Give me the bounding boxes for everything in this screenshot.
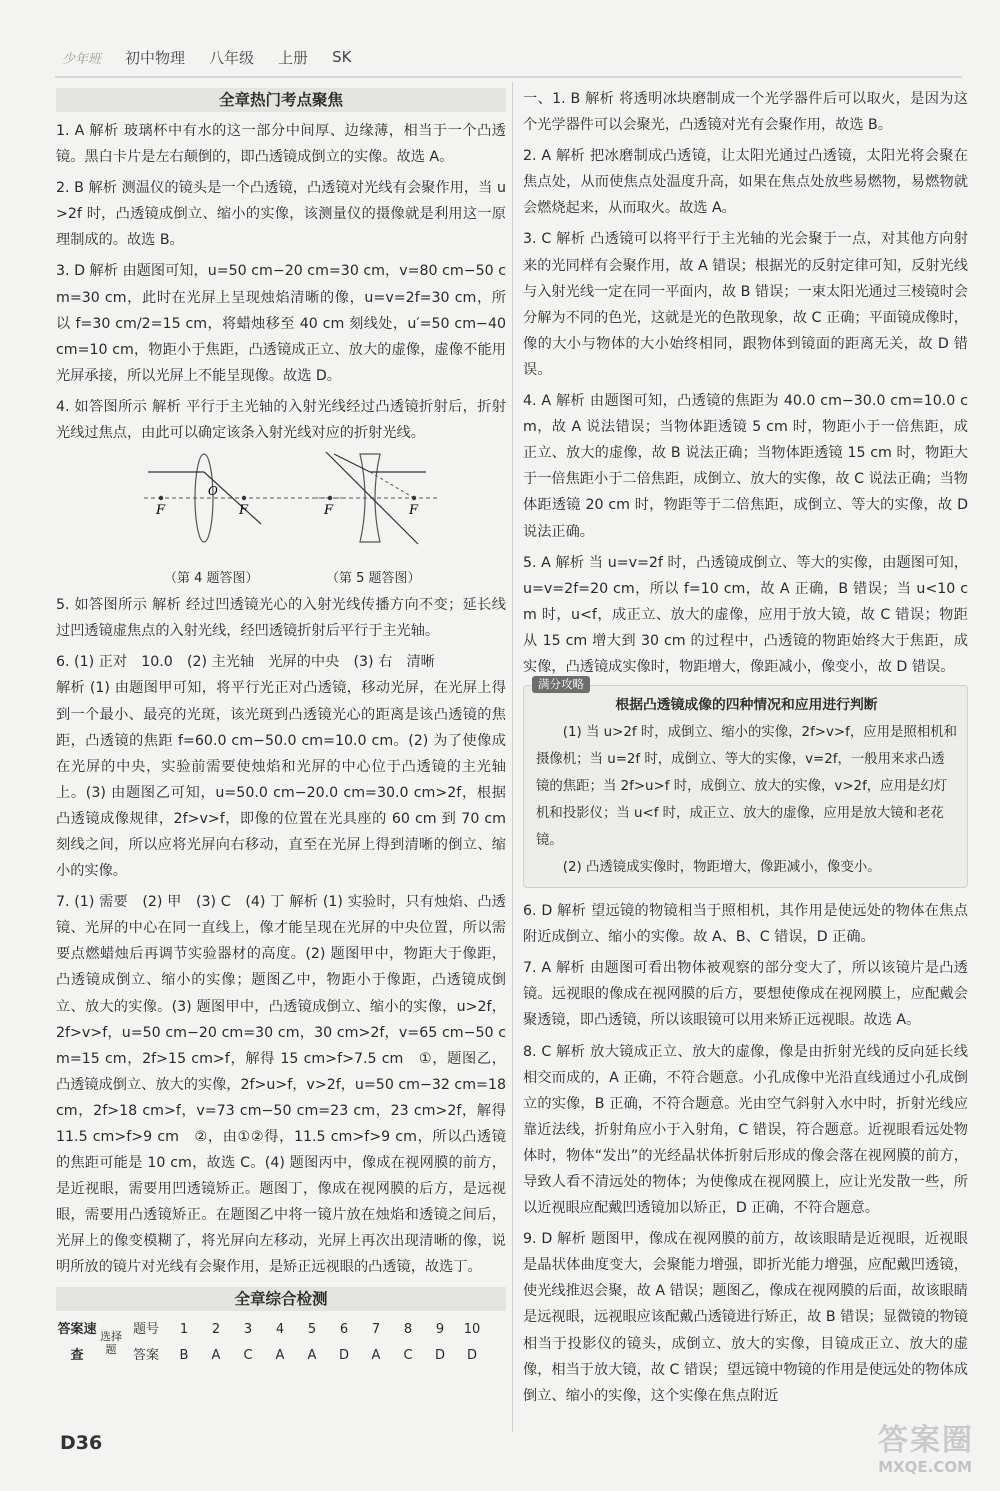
answer-table-head-numbers: 题号 xyxy=(132,1321,159,1337)
figure-caption-4: （第 4 题答图） xyxy=(164,571,259,587)
answer-r1: 一、1. B 解析 将透明冰块磨制成一个光学器件后可以取火，是因为这个光学器件可以会聚光，凸透镜对光有会聚作用，故选 B。 xyxy=(523,91,968,134)
brand-logo: 少年班 xyxy=(62,51,102,67)
answer-2: 2. B 解析 测温仪的镜头是一个凸透镜，凸透镜对光线有会聚作用，当 u>2f 时，凸透镜成倒立、缩小的实像，该测量仪的摄像就是利用这一原理制成的。故选 B。 xyxy=(56,180,506,249)
table-cell: A xyxy=(307,1347,317,1363)
volume-label: 上册 xyxy=(278,48,309,67)
table-cell: 4 xyxy=(275,1321,285,1337)
answer-5: 5. 如答图所示 解析 经过凹透镜光心的入射光线传播方向不变；延长线过凹透镜虚焦点的入射光线，经凹透镜折射后平行于主光轴。 xyxy=(56,597,506,640)
focus-point-right-5 xyxy=(412,496,416,500)
table-cell: 1 xyxy=(179,1321,189,1337)
edition-label: SK xyxy=(332,48,352,66)
answer-r7: 7. A 解析 由题图可看出物体被观察的部分变大了，所以该镜片是凸透镜。远视眼的像成在视网膜的后方，要想使像成在视网膜上，应配戴会聚透镜，即凸透镜，所以该眼镜可以用来矫正远视眼。故选 A。 xyxy=(523,960,968,1029)
page-number: D36 xyxy=(60,1432,103,1454)
answer-table-label: 答案速查 xyxy=(57,1321,97,1363)
focus-point-left-4 xyxy=(159,496,163,500)
table-cell: B xyxy=(179,1347,189,1363)
column-divider xyxy=(512,82,513,1432)
table-cell: A xyxy=(275,1347,285,1363)
incident-ray-5 xyxy=(334,454,370,472)
lens-diagrams-svg xyxy=(56,452,506,588)
tip-title: 根据凸透镜成像的四种情况和应用进行判断 xyxy=(615,697,878,714)
answer-r3: 3. C 解析 凸透镜可以将平行于主光轴的光会聚于一点，对其他方向射来的光同样有会聚作用，故 A 错误；根据光的反射定律可知，反射光线与入射光线一定在同一平面内，故 B 错误；一束太阳光通过三棱镜时会分解为不同的色光，这就是光的色散现象，故 C 正确；平面镜成像时，像的大小与物体的大小始终相同，跟物体到镜面的距离无关，故 D 错误。 xyxy=(523,231,968,378)
table-cell: 9 xyxy=(435,1321,445,1337)
header-divider xyxy=(55,76,962,78)
table-cell: 3 xyxy=(243,1321,253,1337)
tip-tag: 满分攻略 xyxy=(532,676,590,693)
center-ray-5 xyxy=(326,452,418,544)
watermark-url: MXQE.COM xyxy=(878,1458,972,1476)
table-cell: C xyxy=(243,1347,253,1363)
answer-3: 3. D 解析 由题图可知，u=50 cm−20 cm=30 cm，v=80 cm−50 cm=30 cm，此时在光屏上呈现烛焰清晰的像，u=v=2f=30 cm，所以 f=30 cm/2=15 cm，将蜡烛移至 40 cm 刻线处，u′=50 cm−40 cm=10 cm，物距小于焦距，凸透镜成正立、放大的虚像，虚像不能用光屏承接，所以光屏上不能呈现像。故选 D。 xyxy=(56,263,506,384)
answer-4: 4. 如答图所示 解析 平行于主光轴的入射光线经过凸透镜折射后，折射光线过焦点，由此可以确定该条入射光线对应的折射光线。 xyxy=(56,398,506,442)
answer-table-row-numbers xyxy=(56,1317,488,1343)
extension-line-5 xyxy=(370,472,414,498)
focus-label-left-5: F xyxy=(324,503,334,519)
answer-r5: 5. A 解析 当 u=v=2f 时，凸透镜成倒立、等大的实像，由题图可知，u=v=2f=20 cm，所以 f=10 cm，故 A 正确，B 错误；当 u<10 cm 时，u<f，成正立、放大的虚像，应用于放大镜，故 C 错误；物距从 15 cm 增大到 30 cm 的过程中，凸透镜的物距始终大于焦距，成实像，凸透镜成实像时，物距增大，像距减小，像变小，故 D 错误。 xyxy=(523,554,968,675)
focus-point-left-5 xyxy=(328,496,332,500)
page-header xyxy=(62,44,351,70)
section-title-hot-topics: 全章热门考点聚焦 xyxy=(56,88,506,112)
optical-center-label-4: O xyxy=(208,484,218,499)
answer-6-head: 6. (1) 正对 10.0 (2) 主光轴 光屏的中央 (3) 右 清晰 xyxy=(56,654,435,671)
tip-paragraph-1: (1) 当 u>2f 时，成倒立、缩小的实像，2f>v>f，应用是照相机和摄像机；当 u=2f 时，成倒立、等大的实像，v=2f，一般用来求凸透镜的焦距；当 2f>u>f 时，成倒立、放大的实像，v>2f，应用是幻灯机和投影仪；当 u<f 时，成正立、放大的虚像，应用是放大镜和老花镜。 xyxy=(536,725,957,849)
tip-box xyxy=(523,677,968,888)
answer-7: 7. (1) 需要 (2) 甲 (3) C (4) 丁 解析 (1) 实验时，只有烛焰、凸透镜、光屏的中心在同一直线上，像才能呈现在光屏的中央位置，所以需要点燃蜡烛后再调节实验器材的高度。(2) 题图甲中，物距大于像距，凸透镜成倒立、缩小的实像；题图乙中，物距小于像距，凸透镜成倒立、放大的实像。(3) 题图甲中，凸透镜成倒立、缩小的实像，u>2f，2f>v>f，u=50 cm−20 cm=30 cm，30 cm>2f，v=65 cm−50 cm=15 cm，2f>15 cm>f，解得 15 cm>f>7.5 cm ①，题图乙，凸透镜成倒立、放大的实像，2f>u>f，v>2f，u=50 cm−32 cm=18 cm，2f>18 cm>f，v=73 cm−50 cm=23 cm，23 cm>2f，解得 11.5 cm>f>9 cm ②，由①②得，11.5 cm>f>9 cm，所以凸透镜的焦距可能是 10 cm，故选 C。(4) 题图丙中，像成在视网膜的前方，是近视眼，需要用凹透镜矫正。题图丁，像成在视网膜的后方，是远视眼，需要用凸透镜矫正。在题图乙中将一镜片放在烛焰和透镜之间后，光屏上的像变模糊了，将光屏向左移动，光屏上再次出现清晰的像，说明所放的镜片对光线有会聚作用，是矫正远视眼的凸透镜，故选丁。 xyxy=(56,894,506,1276)
table-cell: D xyxy=(466,1347,477,1363)
answer-r9: 9. D 解析 题图甲，像成在视网膜的前方，故该眼睛是近视眼，近视眼是晶状体曲度变大，会聚能力增强，即折光能力增强，应配戴凹透镜，使光线推迟会聚，故 A 错误；题图乙，像成在视网膜的后面，故该眼睛是远视眼，远视眼应该配戴凸透镜进行矫正，故 B 错误；显微镜的物镜相当于投影仪的镜头，成倒立、放大的实像，目镜成正立、放大的虚像，相当于放大镜，故 C 错误；望远镜中物镜的作用是使远处的物体成倒立、缩小的实像，这个实像在焦点附近 xyxy=(523,1231,968,1404)
table-cell: D xyxy=(434,1347,445,1363)
section-title-chapter-test: 全章综合检测 xyxy=(56,1287,506,1311)
answer-table-head-letters: 答案 xyxy=(132,1347,159,1363)
focus-label-right-4: F xyxy=(239,503,249,519)
table-cell: 10 xyxy=(463,1321,481,1337)
answer-table-sublabel: 选择题 xyxy=(100,1329,122,1356)
left-column xyxy=(56,86,506,1369)
focus-label-right-5: F xyxy=(409,503,419,519)
tip-paragraph-2: (2) 凸透镜成实像时，物距增大，像距减小，像变小。 xyxy=(562,860,881,876)
table-cell: 6 xyxy=(339,1321,349,1337)
table-cell: A xyxy=(211,1347,221,1363)
figure-caption-5: （第 5 题答图） xyxy=(326,571,421,587)
answer-6-body: 解析 (1) 由题图甲可知，将平行光正对凸透镜，移动光屏，在光屏上得到一个最小、最亮的光斑，该光斑到凸透镜光心的距离是该凸透镜的焦距，凸透镜的焦距 f=60.0 cm−50.0 cm=10.0 cm。(2) 为了使像成在光屏的中央，实验前需要使烛焰和光屏的中心位于凸透镜的主光轴上。(3) 由题图乙可知，u=50.0 cm−20.0 cm=30.0 cm>2f，根据凸透镜成像规律，2f>v>f，即像的位置在光具座的 60 cm 到 70 cm 刻线之间，所以应将光屏向右移动，直至在光屏上得到清晰的倒立、缩小的实像。 xyxy=(56,680,506,880)
table-cell: 7 xyxy=(371,1321,381,1337)
answer-r4: 4. A 解析 由题图可知，凸透镜的焦距为 40.0 cm−30.0 cm=10.0 cm，故 A 说法错误；当物体距透镜 5 cm 时，物距小于一倍焦距，成正立、放大的虚像，故 B 说法正确；当物体距透镜 15 cm 时，物距大于一倍焦距小于二倍焦距，成倒立、放大的实像，故 C 说法正确；当物体距透镜 20 cm 时，物距等于二倍焦距，成倒立、等大的实像，故 D 说法正确。 xyxy=(523,393,968,540)
focus-point-right-4 xyxy=(242,496,246,500)
table-cell: A xyxy=(371,1347,381,1363)
table-cell: 5 xyxy=(307,1321,317,1337)
right-column xyxy=(523,86,968,1414)
table-cell: D xyxy=(338,1347,349,1363)
grade-label: 八年级 xyxy=(209,48,255,67)
lens-diagrams xyxy=(56,452,506,588)
answer-r6: 6. D 解析 望远镜的物镜相当于照相机，其作用是使远处的物体在焦点附近成倒立、缩小的实像。故 A、B、C 错误，D 正确。 xyxy=(523,903,968,946)
watermark-logo: 答案圈 xyxy=(878,1423,974,1458)
answer-r8: 8. C 解析 放大镜成正立、放大的虚像，像是由折射光线的反向延长线相交而成的，A 正确，不符合题意。小孔成像中光沿直线通过小孔成倒立的实像，B 正确，不符合题意。光由空气斜射入水中时，折射光线应靠近法线，折射角应小于入射角，C 错误，符合题意。近视眼看远处物体时，物体“发出”的光经晶状体折射后形成的像会落在视网膜的前方，导致人看不清远处的物体；为使像成在视网膜上，应让光发散一些，所以近视眼应配戴凹透镜加以矫正，D 正确，不符合题意。 xyxy=(523,1043,968,1217)
answer-r2: 2. A 解析 把冰磨制成凸透镜，让太阳光通过凸透镜，太阳光将会聚在焦点处，从而使焦点处温度升高，如果在焦点处放些易燃物，易燃物就会燃烧起来，从而取火。故选 A。 xyxy=(523,148,968,217)
focus-label-left-4: F xyxy=(156,503,166,519)
answer-table xyxy=(56,1317,488,1369)
subject-label: 初中物理 xyxy=(125,48,186,67)
table-cell: 2 xyxy=(211,1321,221,1337)
answer-1: 1. A 解析 玻璃杯中有水的这一部分中间厚、边缘薄，相当于一个凸透镜。黑白卡片是左右颠倒的，即凸透镜成倒立的实像。故选 A。 xyxy=(56,123,506,166)
table-cell: C xyxy=(403,1347,413,1363)
table-cell: 8 xyxy=(403,1321,413,1337)
